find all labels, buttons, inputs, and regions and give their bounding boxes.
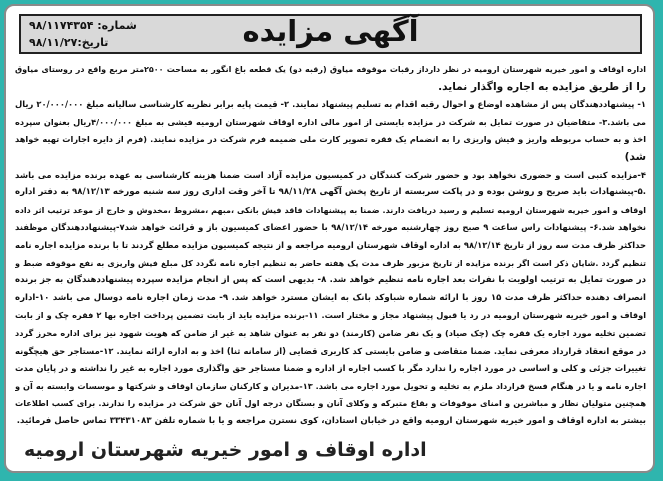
auction-notice [4, 4, 655, 473]
notice-title: آگهی مزایده [242, 14, 419, 48]
body-line: .۵-پیشنهادات باید صریح و روشن بوده و در پاکت سربسته از تاریخ پخش آگهی ۹۸/۱۱/۲۸ تا آخر وقت اداری روز سه شنبه مورخه ۹۸/۱۲/۱۳ به دفتر اداره [15, 187, 646, 198]
notice-number: شماره: ۹۸/۱۱۷۴۳۵۴ [29, 19, 137, 32]
body-line: بیشتر به اداره اوقاف و امور خیریه شهرستان ارومیه واقع در خیابان استادان، کوی نسترن مراجعه و یا با شماره تلفن ۳۳۴۳۱۰۸۳ تماس حاصل فرمائید. [16, 415, 646, 426]
body-line: ۱- پیشنهاددهندگان پس از مشاهده اوضاع و احوال رقبه اقدام به تسلیم پیشنهاد نمایند. ۲- قیمت پایه برابر نظریه کارشناسی سالیانه مبلغ ۲۰/۰۰۰/۰۰۰ ریال [15, 99, 646, 110]
body-line: می باشد.۳- متقاضیان در صورت تمایل به شرکت در مزایده بایستی از امور مالی اداره اوقاف شهرستان ارومیه فیشی به مبلغ ۴/۰۰۰/۰۰۰ریال بعنوان سپرده [15, 116, 646, 127]
notice-date: تاریخ:۹۸/۱۱/۲۷ [29, 36, 109, 49]
notice-header [19, 14, 642, 54]
body-line: اوقاف و امور خیریه شهرستان ارومیه در رد یا قبول پیشنهاد مجاز و مختار است. ۱۱-برنده مزایده باید از بابت تضمین پرداخت اجاره بها ۲ فقره چک و از بابت [15, 310, 646, 321]
body-line: در موقع انعقاد قرارداد معرفی نماید. ضمنا متقاضی و ضامن بایستی کد کاربری قضایی (از سامانه ثنا) اخذ و به اداره ارائه نمایند. ۱۲-مستاجر حق هیچگونه [15, 345, 646, 356]
body-line: انصراف دهنده حداکثر ظرف مدت ۱۵ روز با ارائه شماره شباوکد بانک به ایشان مسترد خواهد شد. ۹- مدت زمان اجاره نامه دوسال می باشد ۱۰-اداره [15, 292, 646, 303]
body-line: اداره اوقاف و امور خیریه شهرستان ارومیه در نظر دارداز رقبات موقوفه میاوق (رقبه دو) یک قطعه باغ انگور به مساحت ۲۵۰۰متر مربع واقع در روستای میاوق [15, 65, 646, 74]
body-line: را از طریق مزایده به اجاره واگذار نماید. [438, 80, 646, 93]
body-line: در صورت تمایل به ترتیب اولویت با نفرات بعد اجاره نامه تنظیم خواهد شد. ۸- بدیهی است که پس از انجام مزایده سپرده پیشنهاددهندگان به جز برنده [15, 275, 646, 286]
body-line: تنظیم گردد .شایان ذکر است اگر برنده مزایده از تاریخ مزبور ظرف مدت یک هفته حاضر به تنظیم اجاره نامه نگردد کل مبلغ فیش واریزی به نفع موقوفه ضبط و [15, 258, 646, 268]
body-line: اخذ و به حساب مربوطه واریز و فیش واریزی را به انضمام یک فقره تصویر کارت ملی ضمیمه فرم شرکت در مزایده نمایند. (فرم از دایره اجارات تهیه خواهد [15, 134, 646, 145]
notice-body [15, 61, 646, 430]
body-line: اوقاف و امور خیریه شهرستان ارومیه تسلیم و رسید دریافت دارند. ضمنا به پیشنهادات فاقد فیش بانکی ،مبهم ،مشروط ،مخدوش و خارج از موعد ترتیب اثر داده [15, 205, 646, 215]
body-line: تغییرات جزئی و کلی و اساسی در مورد اجاره را ندارد مگر با کسب اجاره از اداره و ضمنا مستاجر حق واگذاری مورد اجاره به غیر را نداشته و در پایان مدت [15, 363, 646, 374]
body-line: تضمین تخلیه مورد اجاره یک فقره چک (چک صیاد) و یک نفر ضامن (کارمند) دو نفر به عنوان شاهد به غیر از ضامن که هویت شهود نیز برای اداره محرز گردد [15, 327, 646, 338]
issuer-signature: اداره اوقاف و امور خیریه شهرستان ارومیه [24, 439, 427, 461]
body-line: حداکثر ظرف مدت سه روز از تاریخ ۹۸/۱۲/۱۴ به اداره اوقاف شهرستان ارومیه مراجعه و از نتیجه کمیسیون مزایده مطلع گردند تا با برنده مزایده اجاره نامه [15, 239, 646, 250]
body-line: ۴-مزایده کتبی است و حضوری نخواهد بود و حضور شرکت کنندگان در کمیسیون مزایده آزاد است ضمنا هزینه کارشناسی به عهده برنده مزایده می باشد [15, 169, 646, 180]
body-line: اجاره نامه و یا در هنگام فسخ قرارداد ملزم به تخلیه و تحویل مورد اجاره می باشد. ۱۳-مدیران و کارکنان سازمان اوقاف و شرکتها و موسسات وابسته به آن و [15, 380, 646, 391]
body-line: همچنین متولیان نظار و مباشرین و امنای موقوفات و بقاع متبرکه و وکلای آنان و بستگان درجه اول آنان حق شرکت در مزایده را ندارند. برای کسب اطلاعات [15, 398, 646, 409]
body-line: نخواهد شد.۶- پیشنهادات راس ساعت ۹ صبح روز چهارشنبه مورخه ۹۸/۱۲/۱۴ با حضور اعضای کمیسیون باز و قرائت خواهد شد۷-پیشنهاددهندگان موظفند [15, 222, 646, 233]
body-line: شد) [624, 150, 646, 163]
